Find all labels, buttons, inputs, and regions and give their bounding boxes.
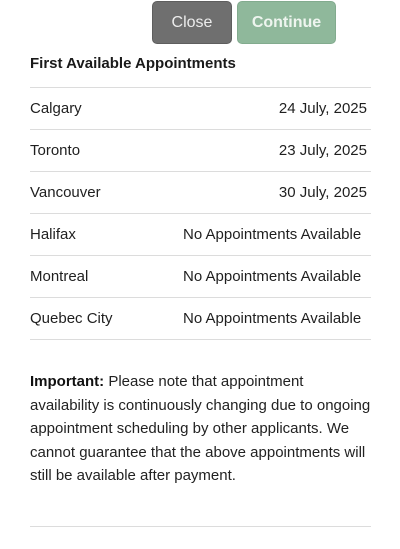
continue-button[interactable]: Continue [237,1,336,44]
city-name: Vancouver [30,184,101,201]
table-row [30,256,371,298]
section-title: First Available Appointments [30,55,236,72]
table-row [30,88,371,130]
close-button[interactable]: Close [152,1,232,44]
appointment-date: 30 July, 2025 [278,184,367,201]
table-row [30,298,371,340]
city-name: Montreal [30,268,89,285]
availability-status: No Appointments Available [183,226,362,243]
notice-label: Important: [30,373,105,390]
divider [30,526,371,527]
city-name: Toronto [30,142,81,159]
notice-text: Please note that appointment availability is continuously changing due to ongoing appointment scheduling by other applicants. We cannot guarantee that the above appointments will still be available after payment. [30,373,371,484]
city-name: Calgary [30,100,82,117]
appointment-date: 24 July, 2025 [278,100,367,117]
table-row [30,214,371,256]
appointments-table [30,87,371,340]
important-notice [30,370,375,488]
availability-status: No Appointments Available [183,310,362,327]
appointment-date: 23 July, 2025 [278,142,367,159]
availability-status: No Appointments Available [183,268,362,285]
city-name: Quebec City [30,310,113,327]
table-row [30,130,371,172]
city-name: Halifax [30,226,76,243]
table-row [30,172,371,214]
